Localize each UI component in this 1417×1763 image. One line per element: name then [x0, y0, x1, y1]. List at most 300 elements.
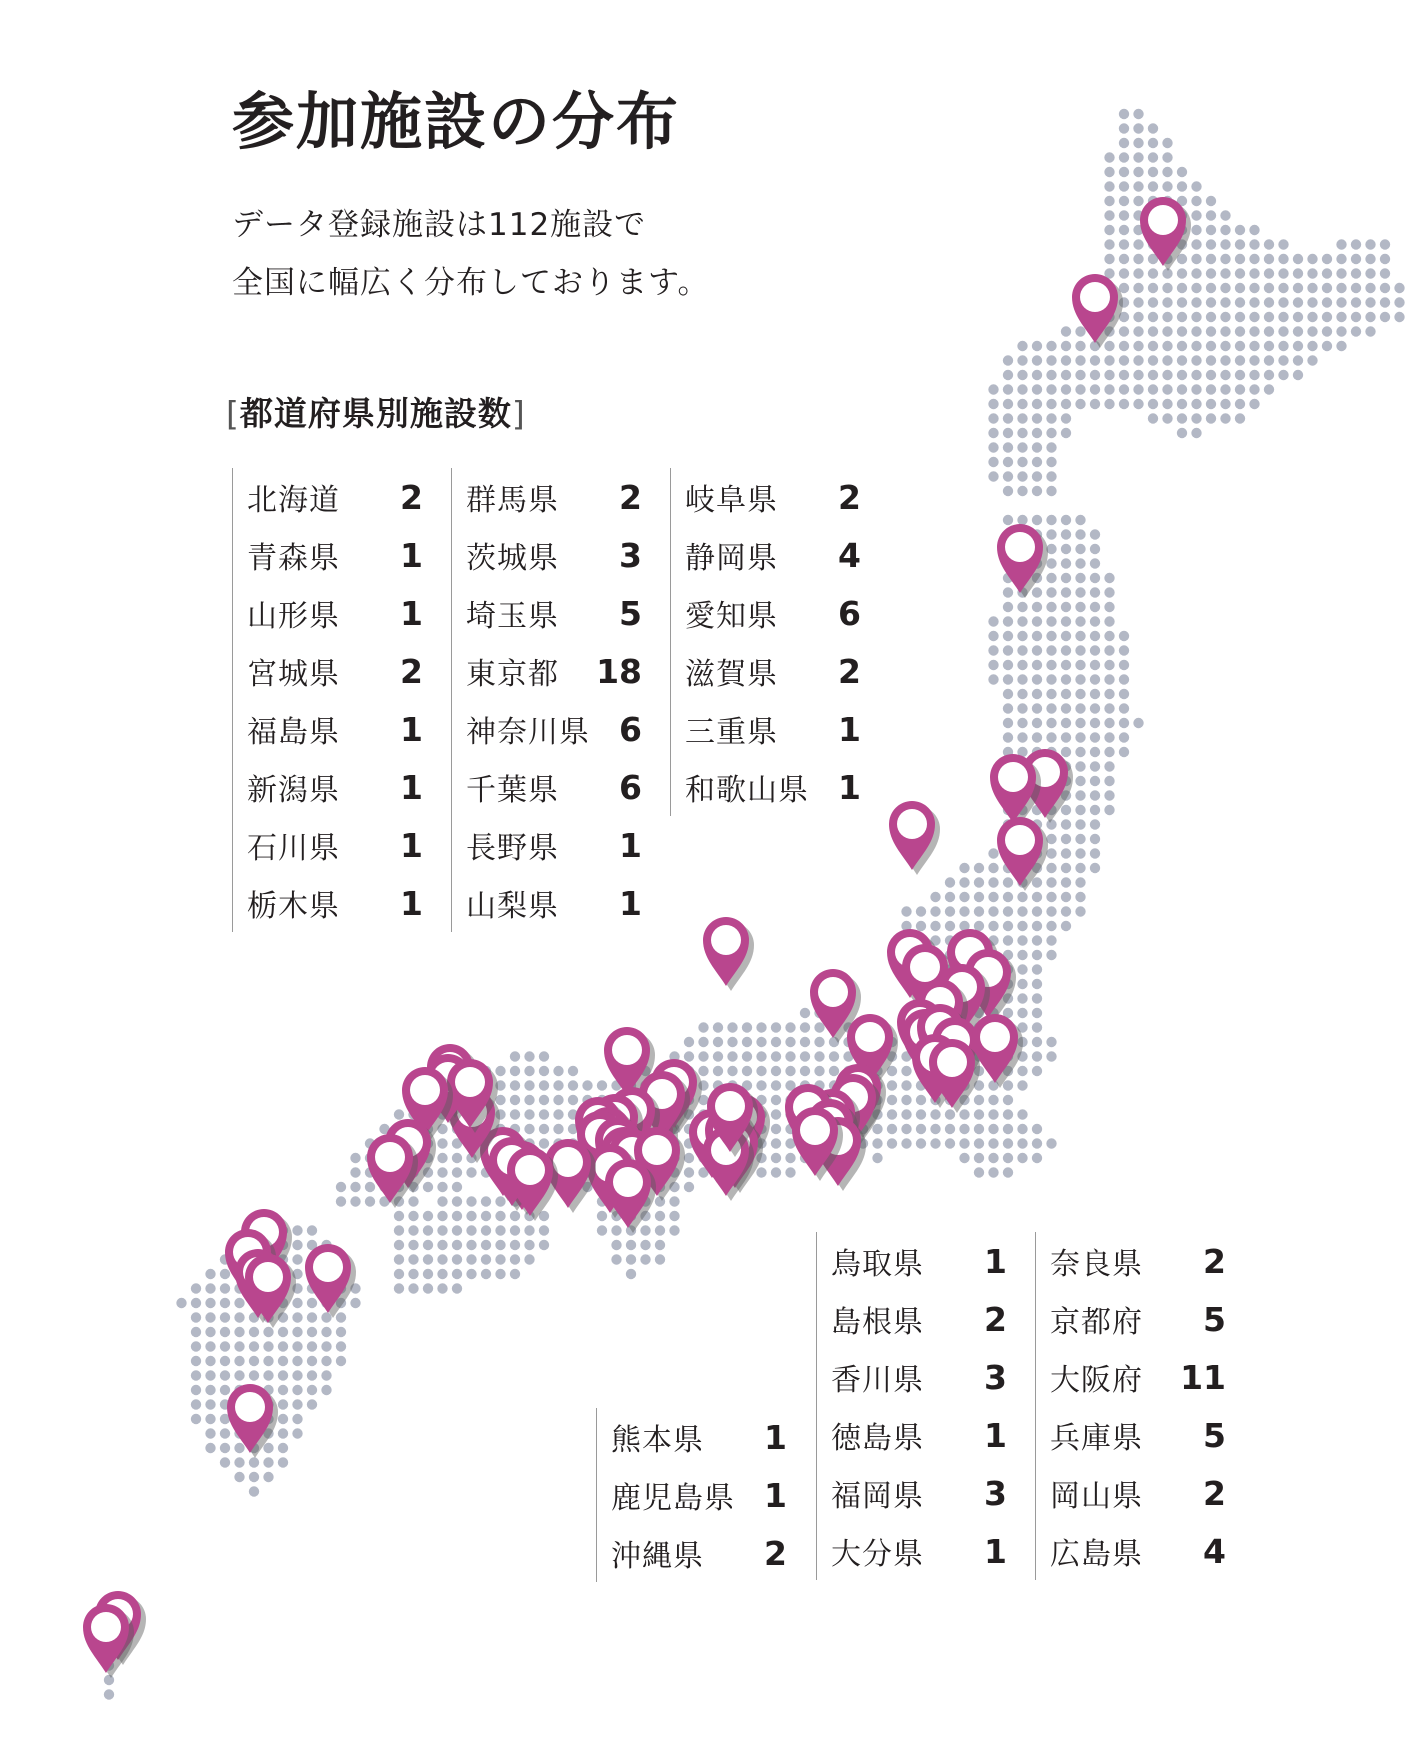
prefecture-name: 大阪府 [1050, 1363, 1143, 1398]
table-row [611, 1524, 787, 1582]
map-dot [1061, 805, 1071, 815]
map-dot [1046, 645, 1056, 655]
map-dot [1017, 979, 1027, 989]
map-dot [249, 1486, 259, 1496]
map-dot [887, 1138, 897, 1148]
map-dot [1104, 689, 1114, 699]
map-dot [1032, 631, 1042, 641]
map-dot [1046, 689, 1056, 699]
map-dot [974, 1167, 984, 1177]
map-dot [916, 1138, 926, 1148]
map-dot [437, 1225, 447, 1235]
map-dot [1104, 225, 1114, 235]
map-dot [1191, 297, 1201, 307]
table-row [247, 584, 423, 642]
map-dot [1351, 254, 1361, 264]
map-dot [1148, 181, 1158, 191]
map-dot [336, 1341, 346, 1351]
map-dot [1119, 703, 1129, 713]
map-dot [1264, 254, 1274, 264]
map-dot [1046, 616, 1056, 626]
map-dot [1003, 703, 1013, 713]
map-dot [1046, 413, 1056, 423]
map-dot [1061, 428, 1071, 438]
map-dot [1032, 457, 1042, 467]
map-dot [872, 1138, 882, 1148]
map-dot [1003, 428, 1013, 438]
map-dot [1046, 587, 1056, 597]
map-dot [1017, 1109, 1027, 1119]
map-pin-center [800, 1115, 830, 1145]
facility-count: 4 [1203, 1531, 1226, 1571]
map-dot [495, 1211, 505, 1221]
map-dot [220, 1443, 230, 1453]
map-dot [205, 1385, 215, 1395]
map-dot [1380, 239, 1390, 249]
map-dot [176, 1298, 186, 1308]
map-dot [713, 1066, 723, 1076]
map-dot [1249, 341, 1259, 351]
map-dot [1061, 863, 1071, 873]
map-dot [901, 1138, 911, 1148]
map-dot [1307, 355, 1317, 365]
map-dot [1278, 254, 1288, 264]
map-dot [1119, 181, 1129, 191]
map-pin-center [313, 1252, 343, 1282]
map-dot [1032, 616, 1042, 626]
map-dot [1249, 254, 1259, 264]
map-dot [1061, 558, 1071, 568]
map-dot [191, 1370, 201, 1380]
map-dot [1046, 921, 1056, 931]
map-dot [1104, 341, 1114, 351]
map-dot [539, 1240, 549, 1250]
map-dot [1032, 428, 1042, 438]
map-dot [1133, 138, 1143, 148]
map-dot [1046, 906, 1056, 916]
table-row [685, 526, 861, 584]
map-dot [220, 1385, 230, 1395]
map-dot [568, 1066, 578, 1076]
map-dot [1206, 326, 1216, 336]
map-dot [901, 906, 911, 916]
map-dot [1307, 326, 1317, 336]
map-dot [524, 1066, 534, 1076]
map-dot [1032, 413, 1042, 423]
map-dot [1177, 355, 1187, 365]
map-dot [249, 1472, 259, 1482]
prefecture-name: 沖縄県 [611, 1539, 704, 1574]
map-dot [1075, 718, 1085, 728]
map-dot [1264, 268, 1274, 278]
map-dot [220, 1312, 230, 1322]
map-dot [959, 906, 969, 916]
map-dot [292, 1240, 302, 1250]
map-dot [626, 1240, 636, 1250]
map-dot [423, 1211, 433, 1221]
map-dot [321, 1370, 331, 1380]
map-dot [829, 1066, 839, 1076]
map-dot [988, 413, 998, 423]
map-dot [278, 1341, 288, 1351]
map-dot [1394, 297, 1404, 307]
map-dot [104, 1675, 114, 1685]
map-dot [1090, 602, 1100, 612]
map-dot [785, 1153, 795, 1163]
map-dot [278, 1327, 288, 1337]
map-dot [191, 1356, 201, 1366]
map-dot [205, 1428, 215, 1438]
map-dot [1119, 210, 1129, 220]
map-dot [1148, 268, 1158, 278]
map-dot [263, 1356, 273, 1366]
map-dot [1365, 297, 1375, 307]
map-dot [872, 1124, 882, 1134]
map-dot [1278, 312, 1288, 322]
map-dot [1148, 152, 1158, 162]
map-dot [1278, 268, 1288, 278]
map-dot [1191, 355, 1201, 365]
prefecture-name: 大分県 [831, 1537, 924, 1572]
bracket-close: ] [511, 394, 526, 433]
map-dot [510, 1225, 520, 1235]
map-dot [1104, 573, 1114, 583]
map-dot [901, 1095, 911, 1105]
map-dot [1235, 341, 1245, 351]
map-dot [1119, 660, 1129, 670]
map-dot [307, 1312, 317, 1322]
map-dot [437, 1254, 447, 1264]
map-dot [1017, 964, 1027, 974]
map-dot [1003, 587, 1013, 597]
map-dot [727, 1066, 737, 1076]
map-dot [524, 1124, 534, 1134]
map-dot [1017, 457, 1027, 467]
map-dot [452, 1196, 462, 1206]
map-dot [1119, 732, 1129, 742]
table-row [831, 1348, 1007, 1406]
map-dot [684, 1051, 694, 1061]
map-dot [336, 1312, 346, 1322]
map-dot [1191, 196, 1201, 206]
map-dot [1336, 297, 1346, 307]
map-dot [1220, 399, 1230, 409]
map-dot [1090, 776, 1100, 786]
map-dot [1090, 587, 1100, 597]
map-dot [1061, 732, 1071, 742]
map-dot [1003, 1124, 1013, 1134]
map-dot [988, 1095, 998, 1105]
table-row [1050, 1348, 1226, 1406]
map-dot [1293, 341, 1303, 351]
facility-count: 1 [984, 1241, 1007, 1281]
map-dot [1046, 1037, 1056, 1047]
prefecture-name: 埼玉県 [466, 599, 559, 634]
map-dot [1003, 732, 1013, 742]
map-dot [1104, 181, 1114, 191]
map-dot [205, 1414, 215, 1424]
map-dot [1090, 616, 1100, 626]
map-dot [452, 1254, 462, 1264]
map-dot [249, 1327, 259, 1337]
map-dot [916, 1095, 926, 1105]
facility-count: 6 [619, 709, 642, 749]
intro-text [232, 196, 710, 312]
map-dot [191, 1312, 201, 1322]
map-dot [220, 1283, 230, 1293]
map-dot [205, 1356, 215, 1366]
map-dot [510, 1211, 520, 1221]
map-dot [1032, 993, 1042, 1003]
map-dot [1046, 602, 1056, 612]
map-dot [771, 1095, 781, 1105]
map-dot [1090, 384, 1100, 394]
prefecture-name: 鹿児島県 [611, 1481, 735, 1516]
map-dot [1104, 776, 1114, 786]
map-dot [1162, 413, 1172, 423]
table-row [466, 700, 642, 758]
facility-count: 2 [984, 1299, 1007, 1339]
map-dot [1191, 399, 1201, 409]
intro-line-2: 全国に幅広く分布しております。 [232, 265, 710, 301]
map-dot [974, 1138, 984, 1148]
map-dot [1133, 718, 1143, 728]
map-dot [1220, 326, 1230, 336]
prefecture-name: 北海道 [247, 483, 340, 518]
prefecture-name: 栃木県 [247, 889, 340, 924]
map-dot [263, 1327, 273, 1337]
map-dot [553, 1109, 563, 1119]
table-row [247, 642, 423, 700]
map-dot [1075, 384, 1085, 394]
map-dot [1046, 1138, 1056, 1148]
map-dot [1119, 152, 1129, 162]
map-pin-center [1148, 205, 1178, 235]
map-pin-center [818, 977, 848, 1007]
map-dot [1206, 312, 1216, 322]
map-dot [1032, 950, 1042, 960]
map-dot [1249, 239, 1259, 249]
map-dot [205, 1443, 215, 1453]
map-dot [814, 1022, 824, 1032]
table-column [232, 468, 423, 932]
map-dot [1017, 703, 1027, 713]
map-dot [959, 1124, 969, 1134]
map-dot [1162, 341, 1172, 351]
map-dot [1119, 341, 1129, 351]
map-dot [945, 877, 955, 887]
map-dot [1133, 355, 1143, 365]
map-dot [1307, 283, 1317, 293]
map-dot [1003, 674, 1013, 684]
map-dot [1061, 689, 1071, 699]
map-dot [278, 1399, 288, 1409]
map-dot [263, 1443, 273, 1453]
table-row [1050, 1522, 1226, 1580]
map-dot [1235, 370, 1245, 380]
facility-count: 1 [764, 1417, 787, 1457]
map-dot [1075, 587, 1085, 597]
map-dot [1394, 283, 1404, 293]
facility-count: 3 [984, 1357, 1007, 1397]
map-dot [1307, 254, 1317, 264]
map-dot [988, 384, 998, 394]
map-dot [307, 1370, 317, 1380]
map-dot [1336, 268, 1346, 278]
map-dot [1220, 254, 1230, 264]
map-dot [1061, 515, 1071, 525]
map-dot [539, 1109, 549, 1119]
map-dot [1090, 747, 1100, 757]
map-dot [1191, 181, 1201, 191]
map-dot [1061, 384, 1071, 394]
map-dot [1104, 210, 1114, 220]
map-dot [1061, 906, 1071, 916]
map-dot [1206, 297, 1216, 307]
map-dot [1003, 935, 1013, 945]
map-dot [814, 1051, 824, 1061]
map-dot [292, 1327, 302, 1337]
map-dot [1191, 312, 1201, 322]
map-dot [1046, 529, 1056, 539]
table-row [247, 468, 423, 526]
map-dot [321, 1356, 331, 1366]
map-pin-center [375, 1142, 405, 1172]
map-dot [1133, 254, 1143, 264]
map-dot [1090, 689, 1100, 699]
map-dot [234, 1370, 244, 1380]
map-dot [1249, 384, 1259, 394]
map-dot [1264, 370, 1274, 380]
map-dot [1075, 573, 1085, 583]
map-dot [887, 1124, 897, 1134]
map-dot [1075, 863, 1085, 873]
facility-count: 2 [619, 477, 642, 517]
map-dot [988, 1167, 998, 1177]
map-dot [1235, 384, 1245, 394]
map-dot [1075, 616, 1085, 626]
map-dot [1046, 950, 1056, 960]
map-dot [1017, 471, 1027, 481]
map-dot [1148, 297, 1158, 307]
map-dot [1032, 602, 1042, 612]
map-dot [191, 1341, 201, 1351]
map-dot [974, 1124, 984, 1134]
map-dot [394, 1254, 404, 1264]
map-dot [1220, 355, 1230, 365]
facility-count: 1 [400, 593, 423, 633]
map-dot [437, 1153, 447, 1163]
map-dot [1061, 529, 1071, 539]
map-dot [1104, 805, 1114, 815]
map-dot [742, 1066, 752, 1076]
map-dot [1162, 399, 1172, 409]
map-dot [423, 1240, 433, 1250]
map-dot [930, 906, 940, 916]
map-dot [1061, 703, 1071, 713]
facility-count: 1 [838, 709, 861, 749]
map-dot [800, 1051, 810, 1061]
map-dot [1003, 1153, 1013, 1163]
map-dot [452, 1225, 462, 1235]
map-dot [945, 1124, 955, 1134]
map-dot [249, 1370, 259, 1380]
map-dot [988, 660, 998, 670]
map-dot [756, 1080, 766, 1090]
map-dot [1017, 1066, 1027, 1076]
map-dot [1293, 268, 1303, 278]
map-dot [626, 1269, 636, 1279]
table-row [466, 816, 642, 874]
map-dot [1336, 312, 1346, 322]
map-dot [1032, 341, 1042, 351]
map-dot [1119, 123, 1129, 133]
map-dot [539, 1138, 549, 1148]
map-dot [1046, 515, 1056, 525]
map-dot [423, 1269, 433, 1279]
map-dot [1249, 355, 1259, 365]
map-dot [437, 1211, 447, 1221]
map-dot [901, 1080, 911, 1090]
map-dot [1119, 167, 1129, 177]
map-dot [1307, 268, 1317, 278]
map-dot [1003, 631, 1013, 641]
map-dot [481, 1196, 491, 1206]
map-pin-center [897, 809, 927, 839]
map-dot [626, 1254, 636, 1264]
map-dot [1119, 645, 1129, 655]
map-dot [1061, 819, 1071, 829]
map-dot [684, 1182, 694, 1192]
map-dot [1075, 703, 1085, 713]
map-dot [1119, 399, 1129, 409]
map-dot [1003, 645, 1013, 655]
map-dot [1206, 225, 1216, 235]
map-dot [1032, 1008, 1042, 1018]
map-dot [1351, 268, 1361, 278]
facility-count: 5 [1203, 1415, 1226, 1455]
map-dot [1061, 660, 1071, 670]
map-dot [1075, 819, 1085, 829]
facility-count: 2 [400, 477, 423, 517]
facility-count: 1 [400, 535, 423, 575]
map-dot [466, 1167, 476, 1177]
map-dot [466, 1225, 476, 1235]
table-row [466, 642, 642, 700]
map-dot [1191, 413, 1201, 423]
map-dot [336, 1196, 346, 1206]
map-dot [1235, 225, 1245, 235]
map-dot [930, 921, 940, 931]
map-dot [1061, 834, 1071, 844]
map-dot [1148, 341, 1158, 351]
map-dot [1191, 239, 1201, 249]
map-dot [1003, 370, 1013, 380]
map-dot [1075, 660, 1085, 670]
map-dot [220, 1428, 230, 1438]
map-dot [423, 1283, 433, 1293]
map-dot [1090, 355, 1100, 365]
prefecture-name: 福岡県 [831, 1479, 924, 1514]
map-dot [1090, 834, 1100, 844]
map-dot [408, 1196, 418, 1206]
map-dot [220, 1327, 230, 1337]
table-row [685, 758, 861, 816]
map-dot [1104, 399, 1114, 409]
map-dot [1104, 370, 1114, 380]
map-dot [394, 1283, 404, 1293]
map-dot [481, 1254, 491, 1264]
